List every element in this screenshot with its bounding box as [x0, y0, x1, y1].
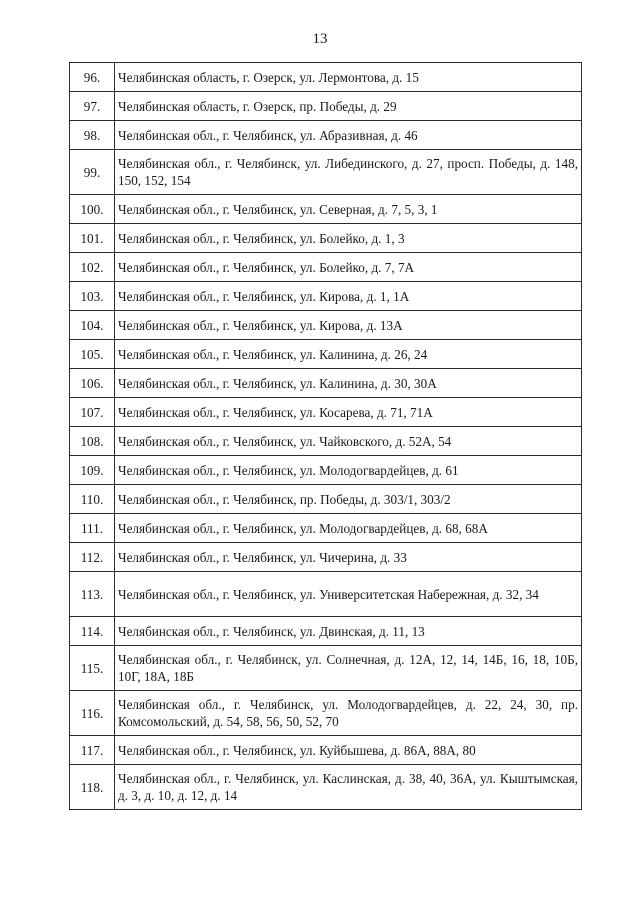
table-row: [70, 340, 582, 369]
table-row: [70, 195, 582, 224]
row-address: Челябинская область, г. Озерск, пр. Победы, д. 29: [115, 92, 582, 121]
table-row: [70, 253, 582, 282]
table-row: [70, 398, 582, 427]
row-address: Челябинская обл., г. Челябинск, ул. Молодогвардейцев, д. 68, 68А: [115, 514, 582, 543]
row-number: 98.: [70, 121, 115, 150]
row-number: 113.: [70, 572, 115, 617]
table-row: [70, 514, 582, 543]
row-number: 101.: [70, 224, 115, 253]
row-address: Челябинская обл., г. Челябинск, ул. Либединского, д. 27, просп. Победы, д. 148, 150, 152, 154: [115, 150, 582, 195]
row-address: Челябинская обл., г. Челябинск, ул. Чичерина, д. 33: [115, 543, 582, 572]
row-address: Челябинская обл., г. Челябинск, ул. Кирова, д. 13А: [115, 311, 582, 340]
row-address: Челябинская обл., г. Челябинск, ул. Косарева, д. 71, 71А: [115, 398, 582, 427]
row-number: 107.: [70, 398, 115, 427]
row-number: 106.: [70, 369, 115, 398]
row-number: 104.: [70, 311, 115, 340]
row-address: Челябинская обл., г. Челябинск, ул. Северная, д. 7, 5, 3, 1: [115, 195, 582, 224]
row-number: 117.: [70, 736, 115, 765]
row-number: 102.: [70, 253, 115, 282]
row-address: Челябинская обл., г. Челябинск, ул. Кирова, д. 1, 1А: [115, 282, 582, 311]
row-address: Челябинская обл., г. Челябинск, ул. Каслинская, д. 38, 40, 36А, ул. Кыштымская, д. 3, д. 10, д. 12, д. 14: [115, 765, 582, 810]
table-row: [70, 369, 582, 398]
table-row: [70, 456, 582, 485]
row-address: Челябинская обл., г. Челябинск, ул. Калинина, д. 26, 24: [115, 340, 582, 369]
row-address: Челябинская обл., г. Челябинск, ул. Чайковского, д. 52А, 54: [115, 427, 582, 456]
row-address: Челябинская обл., г. Челябинск, ул. Куйбышева, д. 86А, 88А, 80: [115, 736, 582, 765]
table-row: [70, 572, 582, 617]
row-number: 100.: [70, 195, 115, 224]
row-address: Челябинская обл., г. Челябинск, ул. Молодогвардейцев, д. 61: [115, 456, 582, 485]
table-row: [70, 617, 582, 646]
row-address: Челябинская обл., г. Челябинск, пр. Победы, д. 303/1, 303/2: [115, 485, 582, 514]
table-row: [70, 121, 582, 150]
table-row: [70, 427, 582, 456]
table-row: [70, 736, 582, 765]
row-address: Челябинская обл., г. Челябинск, ул. Солнечная, д. 12А, 12, 14, 14Б, 16, 18, 10Б, 10Г, 18А, 18Б: [115, 646, 582, 691]
table-row: [70, 765, 582, 810]
table-row: [70, 282, 582, 311]
row-number: 103.: [70, 282, 115, 311]
row-number: 116.: [70, 691, 115, 736]
page-number: 13: [312, 31, 328, 47]
row-address: Челябинская обл., г. Челябинск, ул. Двинская, д. 11, 13: [115, 617, 582, 646]
row-address: Челябинская область, г. Озерск, ул. Лермонтова, д. 15: [115, 63, 582, 92]
row-address: Челябинская обл., г. Челябинск, ул. Абразивная, д. 46: [115, 121, 582, 150]
row-number: 109.: [70, 456, 115, 485]
table-row: [70, 311, 582, 340]
row-address: Челябинская обл., г. Челябинск, ул. Калинина, д. 30, 30А: [115, 369, 582, 398]
table-row: [70, 485, 582, 514]
row-number: 114.: [70, 617, 115, 646]
row-number: 96.: [70, 63, 115, 92]
row-number: 110.: [70, 485, 115, 514]
row-number: 97.: [70, 92, 115, 121]
table-row: [70, 92, 582, 121]
row-number: 115.: [70, 646, 115, 691]
table-row: [70, 224, 582, 253]
row-number: 111.: [70, 514, 115, 543]
table-row: [70, 646, 582, 691]
table-row: [70, 543, 582, 572]
row-number: 108.: [70, 427, 115, 456]
table-row: [70, 63, 582, 92]
row-address: Челябинская обл., г. Челябинск, ул. Университетская Набережная, д. 32, 34: [115, 572, 582, 617]
row-address: Челябинская обл., г. Челябинск, ул. Молодогвардейцев, д. 22, 24, 30, пр. Комсомольский, д. 54, 58, 56, 50, 52, 70: [115, 691, 582, 736]
row-number: 105.: [70, 340, 115, 369]
row-number: 118.: [70, 765, 115, 810]
row-address: Челябинская обл., г. Челябинск, ул. Болейко, д. 7, 7А: [115, 253, 582, 282]
row-number: 112.: [70, 543, 115, 572]
table-row: [70, 691, 582, 736]
row-address: Челябинская обл., г. Челябинск, ул. Болейко, д. 1, 3: [115, 224, 582, 253]
row-number: 99.: [70, 150, 115, 195]
table-row: [70, 150, 582, 195]
address-table: [69, 62, 582, 810]
